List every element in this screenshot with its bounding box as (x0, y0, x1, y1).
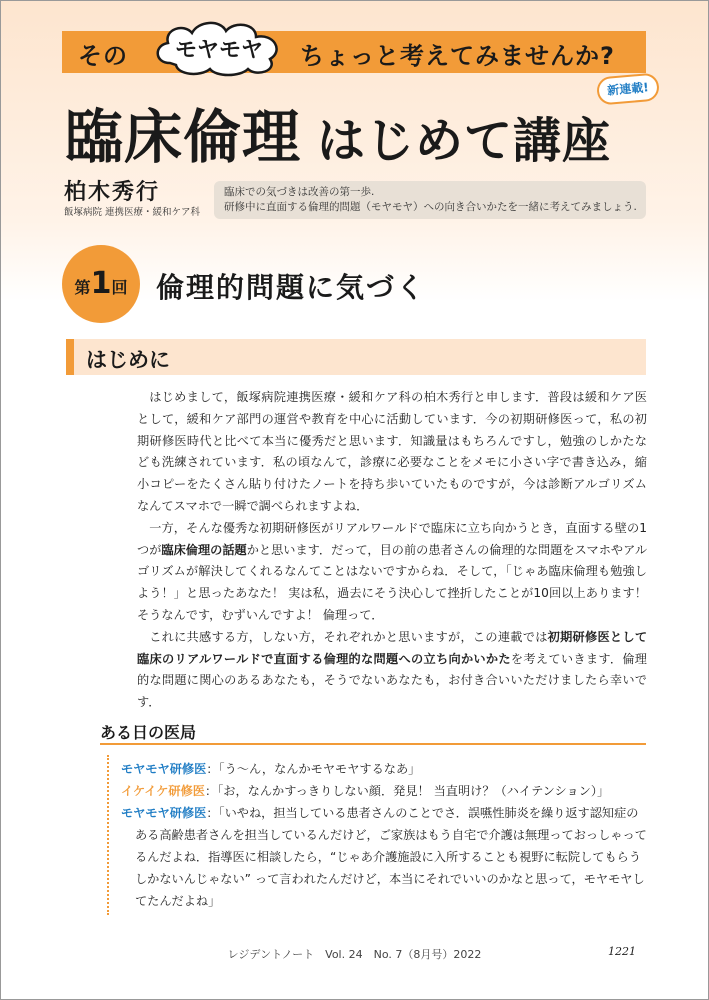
dialogue (121, 758, 647, 912)
section-title: はじめに (86, 348, 170, 372)
journal-footer: レジデントノート Vol. 24 No. 7（8月号）2022 (227, 948, 482, 961)
paragraph-2-bold: 臨床倫理の話題 (161, 542, 247, 557)
banner-right-text: ちょっと考えてみませんか? (300, 42, 615, 70)
chapter-prefix: 第 (74, 278, 91, 297)
dialogue-text: ：「お，なんかすっきりしない顔．発見！ 当直明け？（ハイテンション）」 (204, 784, 610, 798)
paragraph-2-part-b: かと思います．だって，目の前の患者さんの倫理的な問題をスマホやアルゴリズムが解決してくれるなんてことはないですからね．そして，「じゃあ臨床倫理も勉強しよう！」と思ったあなた！ 実は私，過去にそう決心して挫折したことが10回以上あります！ そうなんです，むずいんですよ！ 倫理って． (137, 542, 648, 622)
title-sub: はじめて講座 (317, 113, 612, 169)
title-main: 臨床倫理 (65, 103, 302, 171)
speaker-name: モヤモヤ研修医 (121, 762, 207, 776)
paragraph-2 (137, 518, 647, 627)
dialogue-dotted-rule (107, 755, 109, 915)
dialogue-line (121, 780, 647, 802)
dialogue-line (121, 758, 647, 780)
paragraph-3-part-a: これに共感する方，しない方，それぞれかと思いますが，この連載では (149, 629, 548, 644)
paragraph-3-bold: 初期研修医として臨床のリアルワールドで直面する倫理的な問題への立ち向かいかた (137, 629, 648, 666)
speaker-name: モヤモヤ研修医 (121, 806, 207, 820)
chapter-label (62, 266, 140, 301)
paragraph-1: はじめまして，飯塚病院連携医療・緩和ケア科の柏木秀行と申します．普段は緩和ケア医として，緩和ケア部門の運営や教育を中心に活動しています．今の初期研修医って，私の初期研修医時代と比べて本当に優秀だと思います．知識量はもちろんですし，勉強のしかたなども洗練されています．私の頃なんて，診療に必要なことをメモに小さい字で書き込み，縮小コピーをたくさん貼り付けたノートを持ち歩いていたものですが，今は診断アルゴリズムなんてスマホで一瞬で調べられますよね． (137, 390, 647, 513)
paragraph-3-part-b: を考えていきます．倫理的な問題に関心のあるあなたも，そうでないあなたも，お付き合いいただけましたら幸いです． (137, 651, 647, 710)
scene-divider (100, 743, 646, 745)
section-heading-accent (66, 339, 74, 375)
intro-line-2: 研修中に直面する倫理的問題（モヤモヤ）への向き合いかたを一緒に考えてみましょう. (224, 201, 637, 213)
banner-left-text: その (78, 42, 128, 70)
new-series-badge: 新連載! (596, 72, 660, 105)
dialogue-line (121, 802, 647, 912)
page-number: 1221 (608, 945, 636, 958)
chapter-suffix: 回 (111, 278, 128, 297)
scene-title: ある日の医局 (100, 723, 197, 742)
speaker-name: イケイケ研修医 (121, 784, 205, 798)
dialogue-text: ：「う～ん，なんかモヤモヤするなあ」 (206, 762, 421, 776)
paragraph-3 (137, 627, 647, 714)
banner-cloud-text: モヤモヤ (174, 38, 263, 63)
chapter-number: 1 (90, 266, 112, 301)
intro-line-1: 臨床での気づきは改善の第一歩. (224, 186, 375, 198)
page-title (65, 90, 611, 174)
chapter-title: 倫理的問題に気づく (156, 271, 427, 304)
author-affiliation: 飯塚病院 連携医療・緩和ケア科 (64, 207, 201, 218)
author-name: 柏木秀行 (64, 180, 161, 205)
body-text (137, 387, 647, 714)
paragraph-2-part-a: 一方，そんな優秀な初期研修医がリアルワールドで臨床に立ち向かうとき，直面する壁の1つが (137, 520, 647, 557)
dialogue-text: ：「いやね，担当している患者さんのことでさ．誤嚥性肺炎を繰り返す認知症のある高齢患者さんを担当しているんだけど，ご家族はもう自宅で介護は無理っておっしゃってるんだよね．指導医に相談したら，“じゃあ介護施設に入所することも視野に転院してもらうしかないんじゃない” って言われたんだけど，本当にそれでいいのかなと思って，モヤモヤしてたんだよね」 (135, 806, 647, 908)
intro-box (214, 181, 646, 219)
